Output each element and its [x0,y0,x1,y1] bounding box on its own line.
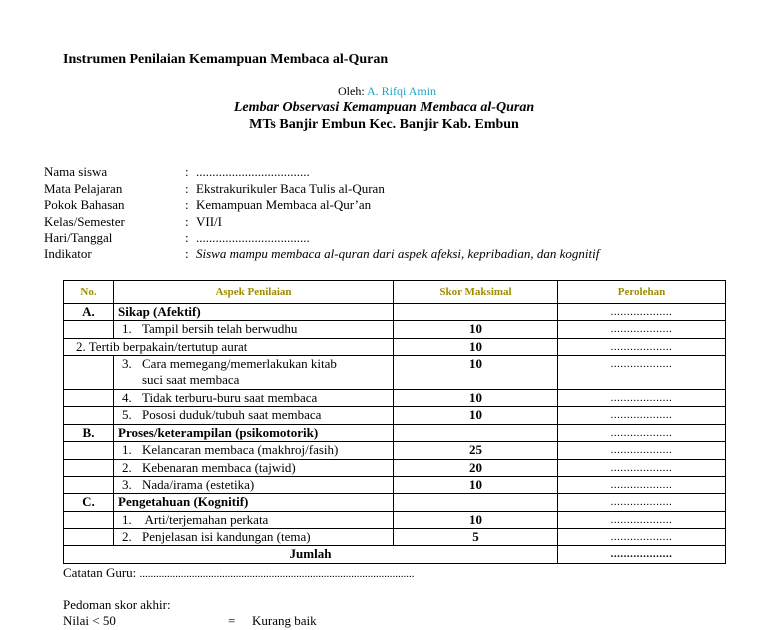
assessment-table [63,280,726,564]
item-text: Arti/terjemahan perkata [142,511,269,527]
row-no-empty [64,511,114,528]
row-aspect [114,459,394,476]
author-line [338,84,436,99]
row-no: B. [64,424,114,441]
row-result: ................... [558,321,726,338]
row-aspect [114,356,394,390]
author-name: A. Rifqi Amin [367,84,437,98]
row-aspect [114,407,394,424]
scoring-guide-condition: Nilai < 50 [63,613,116,628]
row-no-empty [64,407,114,424]
category-label: Pengetahuan (Kognitif) [114,494,394,511]
info-label-topic: Pokok Bahasan [44,197,125,212]
info-colon: : [185,230,189,245]
item-number: 3. [122,476,132,492]
row-no-empty [64,442,114,459]
item-text: Cara memegang/memerlakukan kitab [142,356,337,372]
row-result: ................... [558,304,726,321]
info-label-indicator: Indikator [44,246,92,261]
total-result: ................... [558,546,726,564]
scoring-guide-equals: = [228,613,236,628]
info-value-subject: Ekstrakurikuler Baca Tulis al-Quran [196,181,385,196]
row-score: 10 [394,407,558,424]
info-label-subject: Mata Pelajaran [44,181,123,196]
table-total-row [64,546,726,564]
row-result: ................... [558,442,726,459]
item-number: 1. [122,321,132,337]
info-colon: : [185,197,189,212]
sheet-heading: Lembar Observasi Kemampuan Membaca al-Quran [233,100,535,115]
table-row [64,442,726,459]
item-number: 1. [122,511,132,527]
item-text: Tidak terburu-buru saat membaca [142,389,318,405]
row-result: ................... [558,424,726,441]
teacher-notes [63,565,415,581]
table-row [64,459,726,476]
teacher-notes-dots: .................................................................................................... [139,568,415,580]
info-colon: : [185,246,189,261]
row-no-empty [64,476,114,493]
document-title: Instrumen Penilaian Kemampuan Membaca al-Quran [63,52,389,67]
table-row [64,529,726,546]
row-result: ................... [558,407,726,424]
table-row [64,407,726,424]
row-no: A. [64,304,114,321]
category-label: Proses/keterampilan (psikomotorik) [114,424,394,441]
table-row [64,476,726,493]
row-score: 5 [394,529,558,546]
row-aspect [114,389,394,406]
info-value-topic: Kemampuan Membaca al-Qur’an [196,197,372,212]
row-aspect [114,476,394,493]
row-result: ................... [558,356,726,390]
item-number: 2. [122,529,132,545]
row-aspect-span: 2. Tertib berpakain/tertutup aurat [64,338,394,355]
row-result: ................... [558,494,726,511]
row-aspect [114,511,394,528]
row-result: ................... [558,338,726,355]
scoring-guide-title: Pedoman skor akhir: [63,597,171,612]
item-text: Tampil bersih telah berwudhu [142,321,298,337]
row-score: 20 [394,459,558,476]
item-text: Kebenaran membaca (tajwid) [142,459,296,475]
header-result: Perolehan [558,281,726,304]
school-heading: MTs Banjir Embun Kec. Banjir Kab. Embun [249,117,519,132]
row-score [394,304,558,321]
row-aspect [114,442,394,459]
row-score: 10 [394,511,558,528]
info-colon: : [185,164,189,179]
row-result: ................... [558,389,726,406]
header-max-score: Skor Maksimal [394,281,558,304]
row-score: 10 [394,476,558,493]
row-no-empty [64,389,114,406]
table-row [64,321,726,338]
item-number: 4. [122,389,132,405]
author-prefix: Oleh: [338,84,365,98]
total-label: Jumlah [64,546,558,564]
row-no-empty [64,459,114,476]
info-colon: : [185,214,189,229]
table-row [64,356,726,390]
row-aspect [114,529,394,546]
row-score: 25 [394,442,558,459]
row-no-empty [64,321,114,338]
info-value-date: ................................... [196,230,310,245]
header-no: No. [64,281,114,304]
table-row [64,494,726,511]
item-text: Penjelasan isi kandungan (tema) [142,529,311,545]
item-number: 5. [122,407,132,423]
row-no-empty [64,356,114,390]
item-text-continued: suci saat membaca [142,372,240,388]
row-result: ................... [558,529,726,546]
row-no-empty [64,529,114,546]
row-result: ................... [558,511,726,528]
table-row [64,389,726,406]
info-value-class: VII/I [196,214,222,229]
row-score: 10 [394,338,558,355]
table-row [64,511,726,528]
category-label: Sikap (Afektif) [114,304,394,321]
row-score [394,494,558,511]
item-text: Nada/irama (estetika) [142,476,255,492]
row-score: 10 [394,389,558,406]
table-header-row [64,281,726,304]
info-label-name: Nama siswa [44,164,108,179]
row-aspect [114,321,394,338]
info-label-class: Kelas/Semester [44,214,125,229]
item-number: 1. [122,442,132,458]
table-row [64,338,726,355]
item-text: Pososi duduk/tubuh saat membaca [142,407,322,423]
row-result: ................... [558,476,726,493]
info-label-date: Hari/Tanggal [44,230,113,245]
row-score: 10 [394,356,558,390]
row-score [394,424,558,441]
row-result: ................... [558,459,726,476]
item-text: Kelancaran membaca (makhroj/fasih) [142,442,339,458]
item-number: 3. [122,356,132,372]
teacher-notes-label: Catatan Guru: [63,565,137,580]
row-no: C. [64,494,114,511]
table-row [64,304,726,321]
table-row [64,424,726,441]
info-value-indicator: Siswa mampu membaca al-quran dari aspek afeksi, kepribadian, dan kognitif [196,246,600,261]
item-number: 2. [122,459,132,475]
info-value-name: ................................... [196,164,310,179]
row-score: 10 [394,321,558,338]
info-colon: : [185,181,189,196]
scoring-guide-description: Kurang baik [252,613,317,628]
header-aspect: Aspek Penilaian [114,281,394,304]
